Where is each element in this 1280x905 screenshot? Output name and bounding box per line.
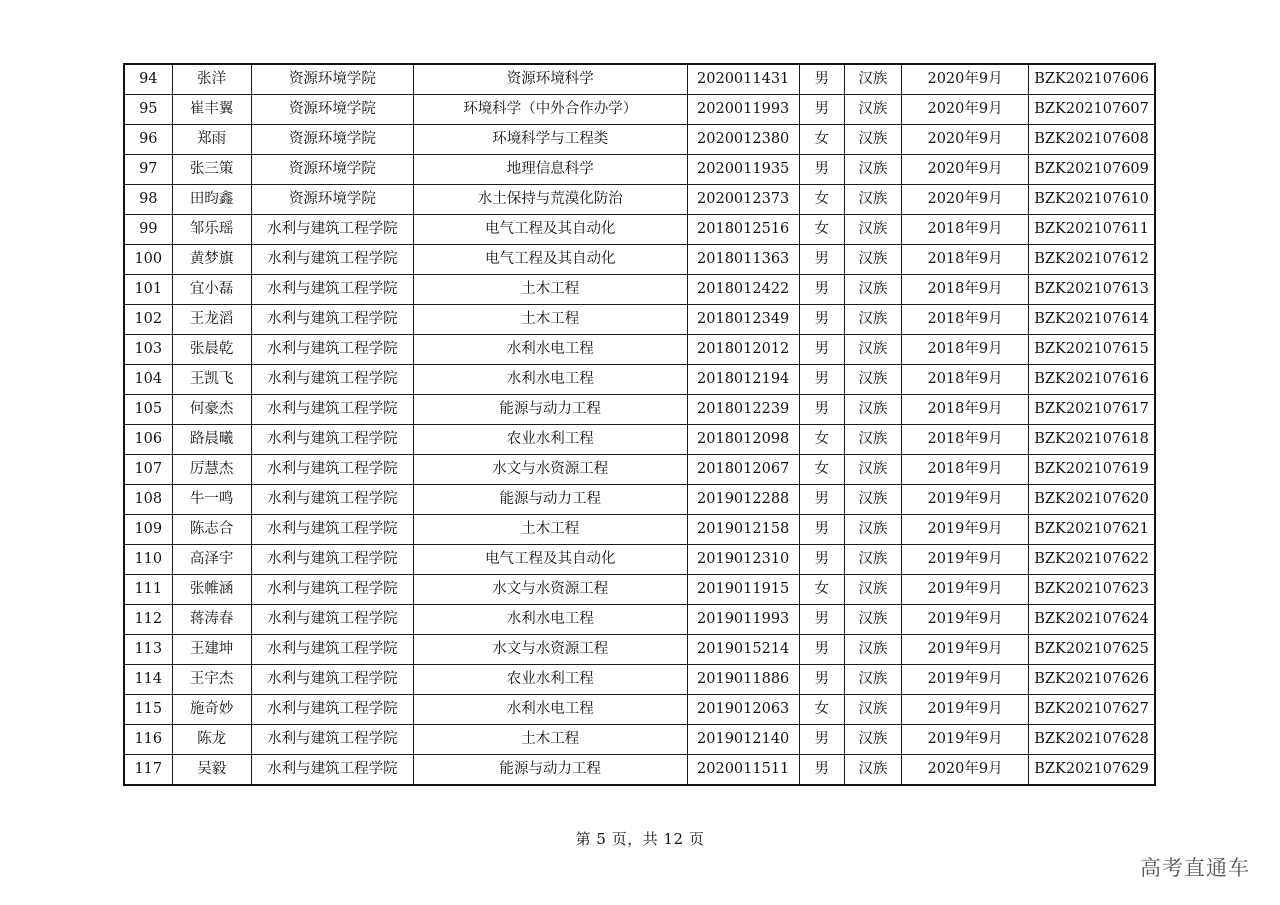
enrollment-date-cell: 2020年9月 — [901, 155, 1028, 185]
row-number-cell: 107 — [124, 455, 172, 485]
student-name-cell: 陈志合 — [172, 515, 251, 545]
enrollment-date-cell: 2019年9月 — [901, 725, 1028, 755]
student-roster-table — [123, 63, 1156, 786]
table-row — [124, 395, 1155, 425]
student-id-cell: 2020011431 — [687, 64, 799, 95]
gender-cell: 女 — [799, 575, 844, 605]
student-id-cell: 2020012380 — [687, 125, 799, 155]
college-cell: 水利与建筑工程学院 — [251, 575, 413, 605]
major-cell: 水文与水资源工程 — [414, 575, 688, 605]
student-id-cell: 2018012422 — [687, 275, 799, 305]
student-id-cell: 2020011993 — [687, 95, 799, 125]
certificate-number-cell: BZK202107612 — [1029, 245, 1155, 275]
ethnicity-cell: 汉族 — [844, 185, 901, 215]
row-number-cell: 110 — [124, 545, 172, 575]
enrollment-date-cell: 2019年9月 — [901, 695, 1028, 725]
gender-cell: 男 — [799, 365, 844, 395]
student-name-cell: 路晨曦 — [172, 425, 251, 455]
table-row — [124, 215, 1155, 245]
gender-cell: 女 — [799, 125, 844, 155]
gender-cell: 男 — [799, 275, 844, 305]
major-cell: 水利水电工程 — [414, 335, 688, 365]
row-number-cell: 109 — [124, 515, 172, 545]
ethnicity-cell: 汉族 — [844, 305, 901, 335]
student-name-cell: 崔丰翼 — [172, 95, 251, 125]
table-row — [124, 155, 1155, 185]
ethnicity-cell: 汉族 — [844, 695, 901, 725]
enrollment-date-cell: 2020年9月 — [901, 185, 1028, 215]
ethnicity-cell: 汉族 — [844, 635, 901, 665]
student-name-cell: 张三策 — [172, 155, 251, 185]
student-name-cell: 张帷涵 — [172, 575, 251, 605]
student-id-cell: 2018012098 — [687, 425, 799, 455]
enrollment-date-cell: 2018年9月 — [901, 365, 1028, 395]
major-cell: 能源与动力工程 — [414, 755, 688, 786]
table-row — [124, 545, 1155, 575]
certificate-number-cell: BZK202107628 — [1029, 725, 1155, 755]
college-cell: 资源环境学院 — [251, 95, 413, 125]
student-id-cell: 2018012516 — [687, 215, 799, 245]
enrollment-date-cell: 2020年9月 — [901, 95, 1028, 125]
table-row — [124, 95, 1155, 125]
certificate-number-cell: BZK202107621 — [1029, 515, 1155, 545]
enrollment-date-cell: 2018年9月 — [901, 215, 1028, 245]
ethnicity-cell: 汉族 — [844, 515, 901, 545]
college-cell: 水利与建筑工程学院 — [251, 605, 413, 635]
ethnicity-cell: 汉族 — [844, 275, 901, 305]
enrollment-date-cell: 2018年9月 — [901, 305, 1028, 335]
student-name-cell: 郑雨 — [172, 125, 251, 155]
student-name-cell: 王建坤 — [172, 635, 251, 665]
gender-cell: 男 — [799, 245, 844, 275]
ethnicity-cell: 汉族 — [844, 665, 901, 695]
student-name-cell: 吴毅 — [172, 755, 251, 786]
major-cell: 地理信息科学 — [414, 155, 688, 185]
major-cell: 水文与水资源工程 — [414, 635, 688, 665]
ethnicity-cell: 汉族 — [844, 365, 901, 395]
enrollment-date-cell: 2019年9月 — [901, 665, 1028, 695]
student-id-cell: 2019012288 — [687, 485, 799, 515]
table-row — [124, 365, 1155, 395]
student-id-cell: 2019011993 — [687, 605, 799, 635]
row-number-cell: 95 — [124, 95, 172, 125]
enrollment-date-cell: 2018年9月 — [901, 425, 1028, 455]
major-cell: 农业水利工程 — [414, 665, 688, 695]
roster-body — [124, 64, 1155, 785]
row-number-cell: 115 — [124, 695, 172, 725]
college-cell: 水利与建筑工程学院 — [251, 695, 413, 725]
certificate-number-cell: BZK202107623 — [1029, 575, 1155, 605]
enrollment-date-cell: 2018年9月 — [901, 335, 1028, 365]
table-row — [124, 515, 1155, 545]
gender-cell: 男 — [799, 335, 844, 365]
major-cell: 水土保持与荒漠化防治 — [414, 185, 688, 215]
student-id-cell: 2020011935 — [687, 155, 799, 185]
major-cell: 水利水电工程 — [414, 695, 688, 725]
student-id-cell: 2018012012 — [687, 335, 799, 365]
college-cell: 资源环境学院 — [251, 155, 413, 185]
college-cell: 水利与建筑工程学院 — [251, 365, 413, 395]
table-row — [124, 125, 1155, 155]
student-id-cell: 2018012067 — [687, 455, 799, 485]
enrollment-date-cell: 2019年9月 — [901, 515, 1028, 545]
gender-cell: 男 — [799, 545, 844, 575]
major-cell: 电气工程及其自动化 — [414, 545, 688, 575]
college-cell: 水利与建筑工程学院 — [251, 425, 413, 455]
ethnicity-cell: 汉族 — [844, 125, 901, 155]
gender-cell: 男 — [799, 635, 844, 665]
student-id-cell: 2018012194 — [687, 365, 799, 395]
college-cell: 水利与建筑工程学院 — [251, 545, 413, 575]
table-row — [124, 335, 1155, 365]
college-cell: 水利与建筑工程学院 — [251, 665, 413, 695]
major-cell: 能源与动力工程 — [414, 395, 688, 425]
certificate-number-cell: BZK202107610 — [1029, 185, 1155, 215]
college-cell: 水利与建筑工程学院 — [251, 455, 413, 485]
gender-cell: 男 — [799, 515, 844, 545]
enrollment-date-cell: 2020年9月 — [901, 755, 1028, 786]
gender-cell: 男 — [799, 605, 844, 635]
gender-cell: 女 — [799, 455, 844, 485]
certificate-number-cell: BZK202107617 — [1029, 395, 1155, 425]
student-id-cell: 2019012063 — [687, 695, 799, 725]
student-name-cell: 王凯飞 — [172, 365, 251, 395]
ethnicity-cell: 汉族 — [844, 575, 901, 605]
college-cell: 水利与建筑工程学院 — [251, 215, 413, 245]
row-number-cell: 98 — [124, 185, 172, 215]
table-row — [124, 605, 1155, 635]
major-cell: 水利水电工程 — [414, 365, 688, 395]
row-number-cell: 99 — [124, 215, 172, 245]
student-id-cell: 2019012140 — [687, 725, 799, 755]
ethnicity-cell: 汉族 — [844, 545, 901, 575]
certificate-number-cell: BZK202107620 — [1029, 485, 1155, 515]
enrollment-date-cell: 2018年9月 — [901, 395, 1028, 425]
student-name-cell: 高泽宇 — [172, 545, 251, 575]
certificate-number-cell: BZK202107613 — [1029, 275, 1155, 305]
enrollment-date-cell: 2019年9月 — [901, 545, 1028, 575]
student-id-cell: 2020011511 — [687, 755, 799, 786]
gender-cell: 女 — [799, 215, 844, 245]
enrollment-date-cell: 2018年9月 — [901, 275, 1028, 305]
watermark-logo-text: 高考直通车 — [1140, 856, 1250, 880]
college-cell: 资源环境学院 — [251, 64, 413, 95]
enrollment-date-cell: 2019年9月 — [901, 575, 1028, 605]
certificate-number-cell: BZK202107611 — [1029, 215, 1155, 245]
table-row — [124, 245, 1155, 275]
enrollment-date-cell: 2018年9月 — [901, 455, 1028, 485]
table-row — [124, 635, 1155, 665]
college-cell: 水利与建筑工程学院 — [251, 725, 413, 755]
student-name-cell: 施奇妙 — [172, 695, 251, 725]
row-number-cell: 104 — [124, 365, 172, 395]
table-row — [124, 425, 1155, 455]
college-cell: 水利与建筑工程学院 — [251, 275, 413, 305]
table-row — [124, 305, 1155, 335]
gender-cell: 男 — [799, 305, 844, 335]
major-cell: 农业水利工程 — [414, 425, 688, 455]
student-name-cell: 田昀鑫 — [172, 185, 251, 215]
row-number-cell: 106 — [124, 425, 172, 455]
student-name-cell: 陈龙 — [172, 725, 251, 755]
gender-cell: 男 — [799, 95, 844, 125]
gender-cell: 女 — [799, 185, 844, 215]
page-number: 第 5 页，共 12 页 — [575, 830, 705, 848]
student-name-cell: 厉慧杰 — [172, 455, 251, 485]
college-cell: 水利与建筑工程学院 — [251, 395, 413, 425]
major-cell: 土木工程 — [414, 305, 688, 335]
ethnicity-cell: 汉族 — [844, 335, 901, 365]
ethnicity-cell: 汉族 — [844, 64, 901, 95]
major-cell: 水文与水资源工程 — [414, 455, 688, 485]
gender-cell: 男 — [799, 64, 844, 95]
student-name-cell: 何豪杰 — [172, 395, 251, 425]
row-number-cell: 94 — [124, 64, 172, 95]
row-number-cell: 103 — [124, 335, 172, 365]
enrollment-date-cell: 2019年9月 — [901, 605, 1028, 635]
gender-cell: 男 — [799, 725, 844, 755]
major-cell: 电气工程及其自动化 — [414, 245, 688, 275]
major-cell: 土木工程 — [414, 275, 688, 305]
certificate-number-cell: BZK202107619 — [1029, 455, 1155, 485]
ethnicity-cell: 汉族 — [844, 605, 901, 635]
table-row — [124, 455, 1155, 485]
enrollment-date-cell: 2020年9月 — [901, 64, 1028, 95]
table-row — [124, 665, 1155, 695]
gender-cell: 男 — [799, 485, 844, 515]
major-cell: 土木工程 — [414, 515, 688, 545]
college-cell: 资源环境学院 — [251, 185, 413, 215]
row-number-cell: 105 — [124, 395, 172, 425]
student-id-cell: 2018011363 — [687, 245, 799, 275]
student-id-cell: 2019012158 — [687, 515, 799, 545]
table-row — [124, 755, 1155, 786]
certificate-number-cell: BZK202107609 — [1029, 155, 1155, 185]
student-name-cell: 张晨乾 — [172, 335, 251, 365]
college-cell: 水利与建筑工程学院 — [251, 635, 413, 665]
major-cell: 能源与动力工程 — [414, 485, 688, 515]
college-cell: 水利与建筑工程学院 — [251, 305, 413, 335]
college-cell: 水利与建筑工程学院 — [251, 335, 413, 365]
table-row — [124, 575, 1155, 605]
student-id-cell: 2019015214 — [687, 635, 799, 665]
ethnicity-cell: 汉族 — [844, 725, 901, 755]
college-cell: 资源环境学院 — [251, 125, 413, 155]
student-name-cell: 王龙滔 — [172, 305, 251, 335]
certificate-number-cell: BZK202107607 — [1029, 95, 1155, 125]
row-number-cell: 117 — [124, 755, 172, 786]
table-row — [124, 275, 1155, 305]
row-number-cell: 112 — [124, 605, 172, 635]
student-id-cell: 2020012373 — [687, 185, 799, 215]
enrollment-date-cell: 2020年9月 — [901, 125, 1028, 155]
row-number-cell: 108 — [124, 485, 172, 515]
major-cell: 水利水电工程 — [414, 605, 688, 635]
table-row — [124, 485, 1155, 515]
ethnicity-cell: 汉族 — [844, 455, 901, 485]
student-name-cell: 张洋 — [172, 64, 251, 95]
enrollment-date-cell: 2018年9月 — [901, 245, 1028, 275]
certificate-number-cell: BZK202107614 — [1029, 305, 1155, 335]
row-number-cell: 111 — [124, 575, 172, 605]
gender-cell: 女 — [799, 425, 844, 455]
certificate-number-cell: BZK202107615 — [1029, 335, 1155, 365]
major-cell: 环境科学（中外合作办学） — [414, 95, 688, 125]
ethnicity-cell: 汉族 — [844, 755, 901, 786]
student-id-cell: 2019011886 — [687, 665, 799, 695]
ethnicity-cell: 汉族 — [844, 155, 901, 185]
major-cell: 环境科学与工程类 — [414, 125, 688, 155]
certificate-number-cell: BZK202107608 — [1029, 125, 1155, 155]
row-number-cell: 100 — [124, 245, 172, 275]
certificate-number-cell: BZK202107616 — [1029, 365, 1155, 395]
college-cell: 水利与建筑工程学院 — [251, 755, 413, 786]
ethnicity-cell: 汉族 — [844, 395, 901, 425]
certificate-number-cell: BZK202107624 — [1029, 605, 1155, 635]
row-number-cell: 96 — [124, 125, 172, 155]
row-number-cell: 113 — [124, 635, 172, 665]
college-cell: 水利与建筑工程学院 — [251, 485, 413, 515]
student-name-cell: 蒋涛春 — [172, 605, 251, 635]
table-row — [124, 64, 1155, 95]
gender-cell: 女 — [799, 695, 844, 725]
major-cell: 电气工程及其自动化 — [414, 215, 688, 245]
major-cell: 资源环境科学 — [414, 64, 688, 95]
student-name-cell: 王宇杰 — [172, 665, 251, 695]
student-id-cell: 2018012349 — [687, 305, 799, 335]
college-cell: 水利与建筑工程学院 — [251, 245, 413, 275]
certificate-number-cell: BZK202107622 — [1029, 545, 1155, 575]
ethnicity-cell: 汉族 — [844, 95, 901, 125]
student-name-cell: 黄梦旗 — [172, 245, 251, 275]
row-number-cell: 102 — [124, 305, 172, 335]
table-row — [124, 695, 1155, 725]
ethnicity-cell: 汉族 — [844, 425, 901, 455]
row-number-cell: 114 — [124, 665, 172, 695]
gender-cell: 男 — [799, 755, 844, 786]
student-name-cell: 牛一鸣 — [172, 485, 251, 515]
certificate-number-cell: BZK202107618 — [1029, 425, 1155, 455]
major-cell: 土木工程 — [414, 725, 688, 755]
college-cell: 水利与建筑工程学院 — [251, 515, 413, 545]
student-name-cell: 宜小磊 — [172, 275, 251, 305]
ethnicity-cell: 汉族 — [844, 215, 901, 245]
ethnicity-cell: 汉族 — [844, 485, 901, 515]
certificate-number-cell: BZK202107629 — [1029, 755, 1155, 786]
row-number-cell: 116 — [124, 725, 172, 755]
certificate-number-cell: BZK202107606 — [1029, 64, 1155, 95]
table-row — [124, 185, 1155, 215]
certificate-number-cell: BZK202107625 — [1029, 635, 1155, 665]
row-number-cell: 101 — [124, 275, 172, 305]
student-id-cell: 2018012239 — [687, 395, 799, 425]
gender-cell: 男 — [799, 665, 844, 695]
ethnicity-cell: 汉族 — [844, 245, 901, 275]
certificate-number-cell: BZK202107626 — [1029, 665, 1155, 695]
table-row — [124, 725, 1155, 755]
enrollment-date-cell: 2019年9月 — [901, 635, 1028, 665]
student-id-cell: 2019012310 — [687, 545, 799, 575]
student-name-cell: 邹乐瑶 — [172, 215, 251, 245]
gender-cell: 男 — [799, 395, 844, 425]
certificate-number-cell: BZK202107627 — [1029, 695, 1155, 725]
row-number-cell: 97 — [124, 155, 172, 185]
enrollment-date-cell: 2019年9月 — [901, 485, 1028, 515]
gender-cell: 男 — [799, 155, 844, 185]
student-id-cell: 2019011915 — [687, 575, 799, 605]
